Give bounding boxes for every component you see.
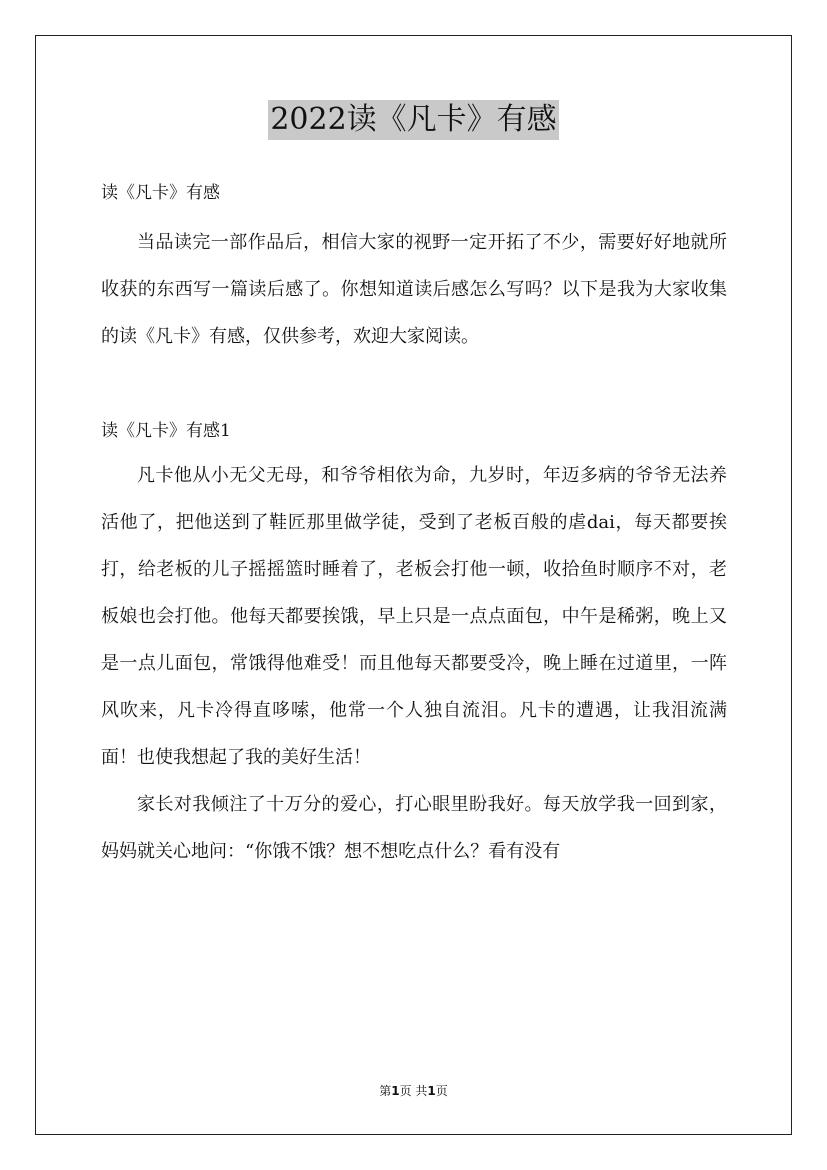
intro-paragraph: 当品读完一部作品后，相信大家的视野一定开拓了不少，需要好好地就所收获的东西写一篇读后感了。你想知道读后感怎么写吗？以下是我为大家收集的读《凡卡》有感，仅供参考，欢迎大家阅读。: [101, 232, 727, 347]
page-footer: [0, 1083, 827, 1099]
section1-paragraph-2: 家长对我倾注了十万分的爱心，打心眼里盼我好。每天放学我一回到家，妈妈就关心地问：“你饿不饿？想不想吃点什么？看有没有: [101, 794, 727, 862]
footer-page-number: 1: [391, 1084, 400, 1098]
intro-heading: 读《凡卡》有感: [101, 183, 220, 203]
section1-paragraph-1: 凡卡他从小无父无母，和爷爷相依为命，九岁时，年迈多病的爷爷无法养活他了，把他送到了鞋匠那里做学徒，受到了老板百般的虐dai，每天都要挨打，给老板的儿子摇摇篮时睡着了，老板会打他一顿，收拾鱼时顺序不对，老板娘也会打他。他每天都要挨饿，早上只是一点点面包，中午是稀粥，晚上又是一点儿面包，常饿得他难受！而且他每天都要受冷，晚上睡在过道里，一阵风吹来，凡卡冷得直哆嗦，他常一个人独自流泪。凡卡的遭遇，让我泪流满面！也使我想起了我的美好生活！: [101, 465, 727, 768]
footer-total-pages: 1: [427, 1084, 436, 1098]
spacer: [101, 360, 727, 410]
footer-prefix: 第: [379, 1084, 392, 1098]
footer-suffix: 页: [435, 1084, 448, 1098]
section1-heading: 读《凡卡》有感1: [101, 421, 231, 441]
document-title: 2022读《凡卡》有感: [268, 100, 558, 140]
footer-mid: 页 共: [399, 1084, 428, 1098]
document-body: [101, 172, 727, 875]
title-container: [0, 100, 827, 140]
